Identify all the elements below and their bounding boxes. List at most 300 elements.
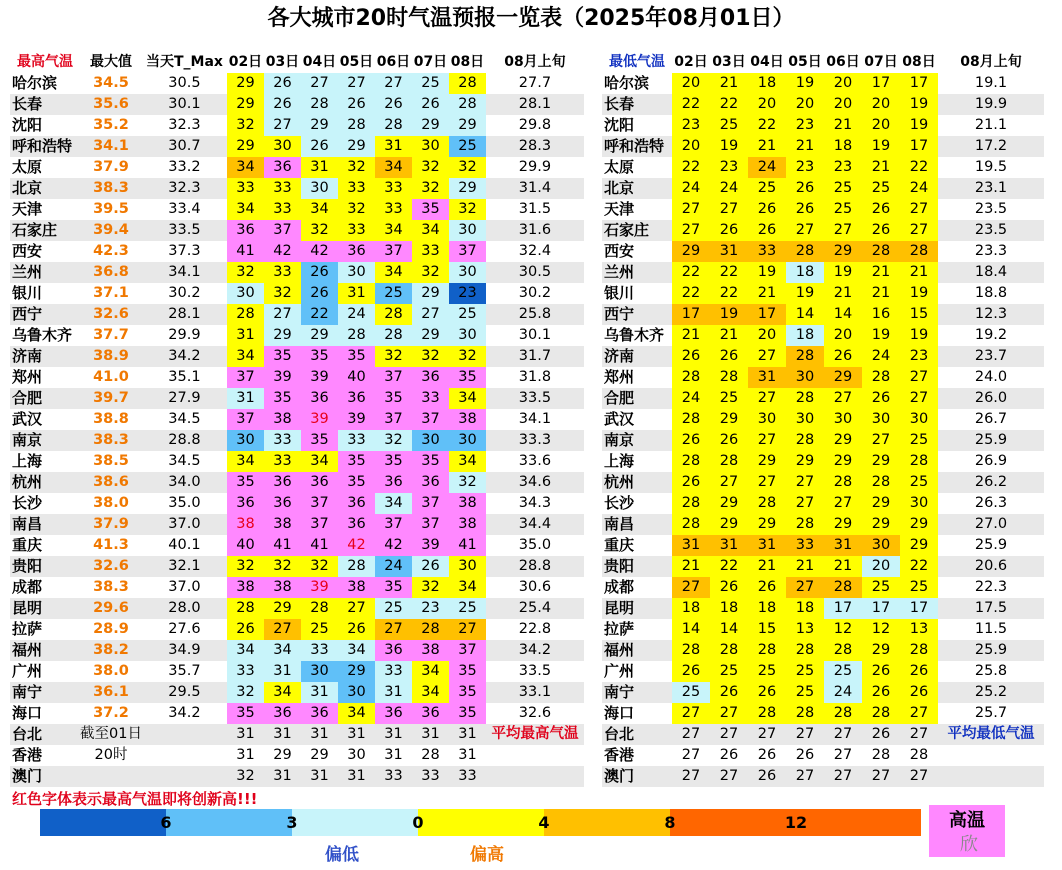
forecast-cell: 33	[375, 199, 412, 220]
forecast-cell: 21	[710, 325, 748, 346]
forecast-cell: 26	[862, 220, 900, 241]
forecast-cell: 30	[338, 682, 375, 703]
forecast-cell: 31	[449, 745, 486, 766]
today-max-value: 34.2	[142, 703, 227, 724]
forecast-cell: 33	[412, 766, 449, 787]
forecast-cell: 28	[338, 115, 375, 136]
forecast-cell: 26	[672, 472, 710, 493]
forecast-cell: 23	[412, 598, 449, 619]
forecast-cell: 32	[449, 199, 486, 220]
record-max-value: 42.3	[80, 241, 142, 262]
forecast-cell: 33	[227, 661, 264, 682]
forecast-cell: 13	[786, 619, 824, 640]
city-name: 郑州	[602, 367, 672, 388]
table-row	[602, 388, 1044, 409]
forecast-cell: 39	[338, 409, 375, 430]
forecast-cell: 21	[748, 136, 786, 157]
forecast-cell: 28	[672, 493, 710, 514]
caption-low: 偏低	[325, 845, 359, 865]
forecast-cell: 26	[710, 430, 748, 451]
dekad-avg-value: 21.1	[938, 115, 1044, 136]
city-name: 石家庄	[602, 220, 672, 241]
forecast-cell: 25	[862, 178, 900, 199]
city-name: 香港	[602, 745, 672, 766]
city-name: 天津	[10, 199, 80, 220]
forecast-cell: 29	[748, 451, 786, 472]
forecast-cell: 25	[672, 682, 710, 703]
forecast-cell: 25	[862, 577, 900, 598]
column-header: 04日	[301, 52, 338, 73]
forecast-cell: 24	[672, 178, 710, 199]
forecast-cell: 32	[264, 283, 301, 304]
forecast-cell: 29	[412, 283, 449, 304]
forecast-cell: 27	[710, 472, 748, 493]
city-name: 太原	[10, 157, 80, 178]
column-header: 08月上旬	[486, 52, 584, 73]
forecast-cell: 19	[862, 325, 900, 346]
forecast-cell: 32	[412, 178, 449, 199]
city-name: 武汉	[602, 409, 672, 430]
table-row	[10, 514, 584, 535]
forecast-cell: 36	[412, 472, 449, 493]
dekad-avg-value: 34.6	[486, 472, 584, 493]
forecast-cell: 35	[449, 367, 486, 388]
forecast-cell: 19	[786, 73, 824, 94]
forecast-cell: 27	[672, 745, 710, 766]
dekad-avg-value: 23.1	[938, 178, 1044, 199]
forecast-cell: 28	[375, 115, 412, 136]
forecast-cell: 27	[900, 199, 938, 220]
forecast-cell: 20	[672, 136, 710, 157]
forecast-cell: 30	[338, 262, 375, 283]
forecast-cell: 25	[824, 199, 862, 220]
forecast-cell: 27	[338, 73, 375, 94]
forecast-cell: 34	[449, 388, 486, 409]
city-name: 台北	[10, 724, 80, 745]
forecast-cell: 28	[862, 703, 900, 724]
forecast-cell: 29	[824, 241, 862, 262]
forecast-cell: 32	[412, 577, 449, 598]
forecast-cell: 22	[672, 262, 710, 283]
min-temp-table	[602, 52, 1044, 787]
city-name: 南京	[10, 430, 80, 451]
table-row	[10, 640, 584, 661]
record-max-value: 38.3	[80, 178, 142, 199]
record-max-value: 41.0	[80, 367, 142, 388]
forecast-cell: 30	[264, 136, 301, 157]
forecast-cell: 27	[786, 472, 824, 493]
city-name: 兰州	[602, 262, 672, 283]
forecast-cell: 27	[710, 724, 748, 745]
city-name: 贵阳	[602, 556, 672, 577]
city-name: 合肥	[10, 388, 80, 409]
forecast-cell: 25	[786, 682, 824, 703]
table-row	[602, 157, 1044, 178]
table-row	[602, 220, 1044, 241]
forecast-cell: 35	[375, 451, 412, 472]
dekad-avg-value: 23.5	[938, 220, 1044, 241]
dekad-avg-value: 25.8	[486, 304, 584, 325]
forecast-cell: 30	[900, 493, 938, 514]
forecast-cell: 28	[786, 241, 824, 262]
dekad-avg-value: 30.1	[486, 325, 584, 346]
forecast-cell: 34	[227, 640, 264, 661]
forecast-cell: 30	[338, 745, 375, 766]
forecast-cell: 21	[710, 73, 748, 94]
forecast-cell: 26	[748, 199, 786, 220]
forecast-cell: 37	[449, 241, 486, 262]
forecast-cell: 28	[900, 241, 938, 262]
today-max-value: 34.1	[142, 262, 227, 283]
table-row	[602, 619, 1044, 640]
forecast-cell: 26	[748, 220, 786, 241]
record-max-value: 41.3	[80, 535, 142, 556]
city-name: 长春	[10, 94, 80, 115]
forecast-cell: 25	[710, 661, 748, 682]
dekad-avg-value: 32.6	[486, 703, 584, 724]
forecast-cell: 20	[748, 325, 786, 346]
forecast-cell: 31	[338, 283, 375, 304]
city-name: 福州	[602, 640, 672, 661]
forecast-cell: 26	[301, 262, 338, 283]
city-name: 沈阳	[10, 115, 80, 136]
table-row	[602, 703, 1044, 724]
forecast-cell: 21	[672, 556, 710, 577]
forecast-cell: 23	[824, 157, 862, 178]
forecast-cell: 20	[672, 73, 710, 94]
forecast-cell: 38	[227, 577, 264, 598]
forecast-cell: 36	[301, 703, 338, 724]
table-row	[602, 262, 1044, 283]
column-header: 当天T_Max	[142, 52, 227, 73]
forecast-cell: 22	[710, 262, 748, 283]
forecast-cell: 27	[900, 220, 938, 241]
record-max-value: 38.2	[80, 640, 142, 661]
forecast-cell: 31	[301, 724, 338, 745]
forecast-cell: 30	[301, 178, 338, 199]
today-max-value: 34.5	[142, 451, 227, 472]
forecast-cell: 28	[786, 640, 824, 661]
table-row	[10, 115, 584, 136]
forecast-cell: 31	[264, 724, 301, 745]
forecast-cell: 29	[862, 493, 900, 514]
table-row	[602, 178, 1044, 199]
forecast-cell: 30	[748, 409, 786, 430]
forecast-cell: 28	[900, 451, 938, 472]
dekad-avg-value: 33.5	[486, 388, 584, 409]
forecast-cell: 42	[338, 535, 375, 556]
forecast-cell: 20	[862, 94, 900, 115]
forecast-cell: 18	[786, 262, 824, 283]
forecast-cell: 25	[786, 661, 824, 682]
forecast-cell: 32	[301, 556, 338, 577]
forecast-cell: 28	[449, 73, 486, 94]
today-max-value: 34.9	[142, 640, 227, 661]
forecast-cell: 26	[710, 577, 748, 598]
city-name: 哈尔滨	[602, 73, 672, 94]
forecast-cell: 22	[672, 94, 710, 115]
record-max-value: 34.1	[80, 136, 142, 157]
forecast-cell: 29	[338, 661, 375, 682]
dekad-avg-value: 34.3	[486, 493, 584, 514]
dekad-avg-value: 24.0	[938, 367, 1044, 388]
caption-high: 偏高	[470, 845, 504, 865]
forecast-cell: 28	[824, 472, 862, 493]
forecast-cell: 28	[862, 745, 900, 766]
record-max-value: 36.8	[80, 262, 142, 283]
city-name: 成都	[602, 577, 672, 598]
record-max-value: 37.9	[80, 157, 142, 178]
forecast-cell: 34	[375, 493, 412, 514]
forecast-cell: 29	[824, 430, 862, 451]
forecast-cell: 32	[375, 430, 412, 451]
forecast-cell: 19	[710, 136, 748, 157]
dekad-avg-value: 18.4	[938, 262, 1044, 283]
forecast-cell: 20	[862, 115, 900, 136]
dekad-avg-value: 25.9	[938, 535, 1044, 556]
forecast-cell: 32	[301, 220, 338, 241]
record-max-value: 38.3	[80, 430, 142, 451]
table-row	[602, 724, 1044, 745]
forecast-cell: 30	[900, 409, 938, 430]
table-row	[602, 598, 1044, 619]
forecast-cell: 17	[824, 598, 862, 619]
city-name: 济南	[10, 346, 80, 367]
table-row	[602, 766, 1044, 787]
forecast-cell: 27	[900, 388, 938, 409]
city-name: 重庆	[602, 535, 672, 556]
table-row	[10, 178, 584, 199]
table-row	[10, 157, 584, 178]
dekad-avg-value: 28.3	[486, 136, 584, 157]
dekad-avg-value: 26.2	[938, 472, 1044, 493]
table-row	[602, 682, 1044, 703]
forecast-cell: 34	[227, 157, 264, 178]
forecast-cell: 22	[900, 556, 938, 577]
table-row	[10, 619, 584, 640]
forecast-cell: 28	[786, 703, 824, 724]
forecast-cell: 20	[786, 94, 824, 115]
record-max-value: 38.9	[80, 346, 142, 367]
forecast-cell: 20	[824, 73, 862, 94]
forecast-cell: 38	[412, 640, 449, 661]
forecast-cell: 36	[338, 241, 375, 262]
table-row	[602, 514, 1044, 535]
forecast-cell: 27	[824, 493, 862, 514]
forecast-cell: 26	[338, 619, 375, 640]
dekad-avg-value: 30.2	[486, 283, 584, 304]
table-row	[10, 430, 584, 451]
forecast-cell: 21	[748, 283, 786, 304]
forecast-cell: 29	[824, 514, 862, 535]
dekad-avg-value: 28.1	[486, 94, 584, 115]
forecast-cell: 25	[710, 115, 748, 136]
forecast-cell: 21	[824, 115, 862, 136]
dekad-avg-value: 23.5	[938, 199, 1044, 220]
dekad-avg-value: 25.8	[938, 661, 1044, 682]
forecast-cell: 33	[264, 199, 301, 220]
forecast-cell: 22	[710, 283, 748, 304]
forecast-cell: 38	[264, 577, 301, 598]
dekad-avg-value: 28.8	[486, 556, 584, 577]
forecast-cell: 37	[264, 220, 301, 241]
city-name: 北京	[602, 178, 672, 199]
forecast-cell: 20	[862, 556, 900, 577]
forecast-cell: 36	[227, 220, 264, 241]
forecast-cell: 33	[375, 661, 412, 682]
today-max-value: 34.2	[142, 346, 227, 367]
today-max-value: 33.2	[142, 157, 227, 178]
table-row	[10, 262, 584, 283]
forecast-cell: 28	[748, 640, 786, 661]
forecast-cell: 25	[824, 661, 862, 682]
record-max-value: 36.1	[80, 682, 142, 703]
column-header: 最大值	[80, 52, 142, 73]
forecast-cell: 28	[786, 514, 824, 535]
forecast-cell: 24	[710, 178, 748, 199]
today-max-value: 28.0	[142, 598, 227, 619]
table-row	[10, 304, 584, 325]
forecast-cell: 27	[786, 220, 824, 241]
table-row	[602, 304, 1044, 325]
table-row	[10, 493, 584, 514]
forecast-cell: 17	[900, 598, 938, 619]
forecast-cell: 23	[672, 115, 710, 136]
forecast-cell: 27	[862, 766, 900, 787]
table-row	[10, 220, 584, 241]
table-row	[10, 199, 584, 220]
forecast-cell: 31	[375, 745, 412, 766]
forecast-cell: 27	[748, 724, 786, 745]
forecast-cell: 23	[786, 157, 824, 178]
record-max-value: 39.7	[80, 388, 142, 409]
city-name: 广州	[10, 661, 80, 682]
forecast-cell: 31	[227, 745, 264, 766]
forecast-cell: 21	[862, 157, 900, 178]
forecast-cell: 20	[748, 94, 786, 115]
city-name: 哈尔滨	[10, 73, 80, 94]
forecast-cell: 15	[748, 619, 786, 640]
forecast-cell: 25	[710, 388, 748, 409]
table-row	[10, 346, 584, 367]
forecast-cell: 37	[449, 640, 486, 661]
forecast-cell: 29	[227, 73, 264, 94]
forecast-cell: 27	[710, 703, 748, 724]
dekad-avg-value: 平均最高气温	[486, 724, 584, 745]
dekad-avg-value: 23.3	[938, 241, 1044, 262]
forecast-cell: 26	[824, 346, 862, 367]
today-max-value: 37.0	[142, 514, 227, 535]
forecast-cell: 37	[301, 493, 338, 514]
forecast-cell: 26	[862, 388, 900, 409]
forecast-cell: 26	[412, 556, 449, 577]
forecast-cell: 29	[710, 514, 748, 535]
forecast-cell: 31	[710, 241, 748, 262]
dekad-avg-value: 19.5	[938, 157, 1044, 178]
city-name: 南昌	[602, 514, 672, 535]
dekad-avg-value	[938, 745, 1044, 766]
table-row	[10, 367, 584, 388]
forecast-cell: 28	[748, 493, 786, 514]
forecast-cell: 32	[227, 115, 264, 136]
forecast-cell: 27	[748, 472, 786, 493]
forecast-cell: 38	[264, 514, 301, 535]
today-max-value	[142, 745, 227, 766]
forecast-cell: 34	[412, 220, 449, 241]
min-table-header-row	[602, 52, 1044, 73]
dekad-avg-value: 23.7	[938, 346, 1044, 367]
forecast-cell: 38	[449, 514, 486, 535]
forecast-cell: 36	[412, 703, 449, 724]
forecast-cell: 36	[227, 493, 264, 514]
forecast-cell: 29	[227, 94, 264, 115]
forecast-cell: 34	[449, 577, 486, 598]
forecast-cell: 34	[412, 682, 449, 703]
today-max-value: 28.8	[142, 430, 227, 451]
city-name: 南京	[602, 430, 672, 451]
city-name: 杭州	[602, 472, 672, 493]
record-max-value: 34.5	[80, 73, 142, 94]
forecast-cell: 24	[824, 682, 862, 703]
forecast-cell: 21	[824, 556, 862, 577]
forecast-cell: 31	[672, 535, 710, 556]
forecast-cell: 25	[900, 430, 938, 451]
forecast-cell: 31	[748, 367, 786, 388]
dekad-avg-value: 26.0	[938, 388, 1044, 409]
forecast-cell: 33	[301, 640, 338, 661]
forecast-cell: 28	[824, 640, 862, 661]
forecast-cell: 35	[412, 451, 449, 472]
forecast-cell: 31	[375, 724, 412, 745]
forecast-cell: 39	[301, 409, 338, 430]
forecast-cell: 24	[672, 388, 710, 409]
forecast-cell: 22	[672, 283, 710, 304]
forecast-cell: 17	[748, 304, 786, 325]
page-title: 各大城市20时气温预报一览表（2025年08月01日）	[267, 6, 795, 31]
forecast-cell: 33	[338, 430, 375, 451]
forecast-cell: 23	[449, 283, 486, 304]
forecast-cell: 33	[264, 430, 301, 451]
forecast-cell: 37	[412, 514, 449, 535]
forecast-cell: 38	[264, 409, 301, 430]
forecast-cell: 29	[264, 598, 301, 619]
dekad-avg-value: 19.9	[938, 94, 1044, 115]
forecast-cell: 26	[672, 346, 710, 367]
today-max-value: 30.5	[142, 73, 227, 94]
dekad-avg-value: 11.5	[938, 619, 1044, 640]
table-row	[602, 73, 1044, 94]
forecast-cell: 26	[710, 745, 748, 766]
forecast-cell: 21	[786, 136, 824, 157]
forecast-cell: 26	[710, 346, 748, 367]
city-name: 昆明	[10, 598, 80, 619]
table-row	[10, 745, 584, 766]
today-max-value: 30.2	[142, 283, 227, 304]
forecast-cell: 26	[900, 682, 938, 703]
forecast-cell: 38	[227, 514, 264, 535]
forecast-cell: 26	[862, 682, 900, 703]
today-max-value	[142, 766, 227, 787]
forecast-cell: 27	[900, 367, 938, 388]
forecast-cell: 26	[862, 199, 900, 220]
record-max-value: 38.6	[80, 472, 142, 493]
today-max-value: 34.0	[142, 472, 227, 493]
forecast-cell: 28	[672, 640, 710, 661]
forecast-cell: 32	[449, 157, 486, 178]
column-header: 02日	[227, 52, 264, 73]
forecast-cell: 25	[412, 73, 449, 94]
dekad-avg-value	[938, 766, 1044, 787]
